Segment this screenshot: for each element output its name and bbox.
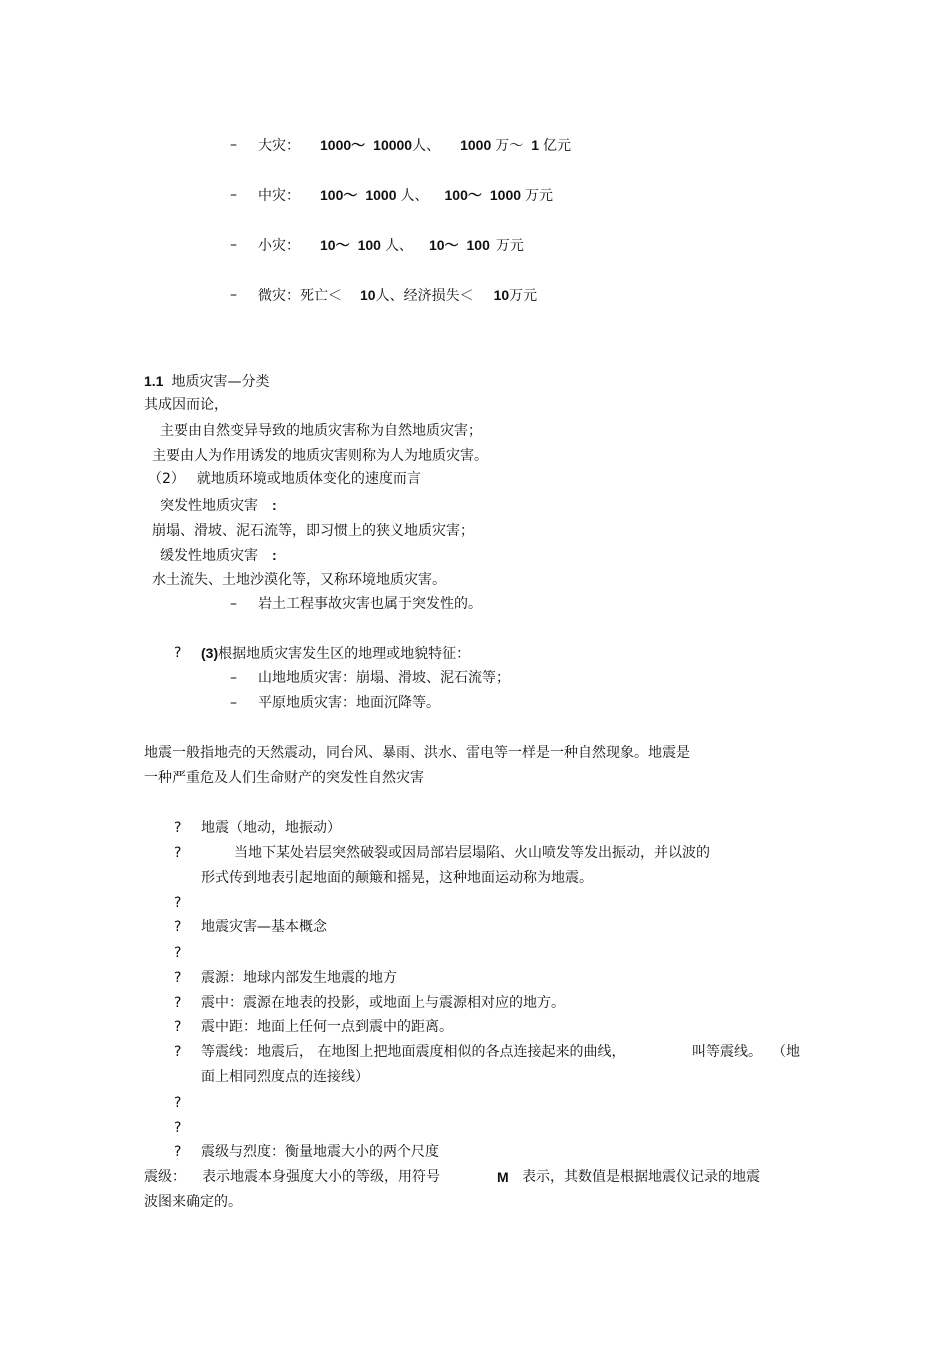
scale-text: 万元 (509, 288, 538, 304)
bullet-mark: ? (174, 1144, 182, 1160)
bullet-mark: ? (174, 645, 182, 661)
quake-def-line1: 当地下某处岩层突然破裂或因局部岩层塌陷、火山喷发等发出振动，并以波的 (234, 845, 710, 861)
scale-value: 10 (360, 287, 376, 303)
bullet-mark: ? (174, 919, 182, 935)
speed-number: （2） (148, 471, 185, 487)
scale-text: 人、经济损失＜ (375, 288, 474, 304)
scale-text: 万元 (525, 188, 554, 204)
isoseismal-paren: （地 (772, 1044, 800, 1060)
slow-label: 缓发性地质灾害 (160, 548, 258, 564)
concept-heading: 地震灾害—基本概念 (201, 919, 327, 935)
quake-def-line2: 形式传到地表引起地面的颠簸和摇晃，这种地面运动称为地震。 (201, 870, 593, 886)
slow-heading (160, 546, 277, 565)
geo-heading (201, 644, 470, 663)
sudden-desc: 崩塌、滑坡、泥石流等，即习惯上的狭义地质灾害； (152, 523, 474, 539)
isoseismal-term: 叫等震线。 (692, 1044, 762, 1060)
magnitude-symbol: M (497, 1169, 509, 1185)
bullet-mark: ? (174, 895, 182, 911)
list-dash: – (230, 596, 237, 612)
quake-para-line1: 地震一般指地壳的天然震动，同台风、暴雨、洪水、雷电等一样是一种自然现象。地震是 (144, 745, 690, 761)
sudden-heading (160, 496, 277, 515)
slow-desc: 水土流失、土地沙漠化等，又称环境地质灾害。 (152, 572, 446, 588)
scale-label: 大灾： (258, 138, 300, 154)
bullet-mark: ? (174, 1120, 182, 1136)
quake-para-line2: 一种严重危及人们生命财产的突发性自然灾害 (144, 770, 424, 786)
scale-text: 人、 (412, 138, 441, 154)
magnitude-def-b: 表示，其数值是根据地震仪记录的地震 (522, 1169, 760, 1185)
scale-text: 人、 (384, 238, 413, 254)
scale-value: 10～ (320, 237, 350, 253)
scale-label: 微灾：死亡＜ (258, 288, 342, 304)
bullet-mark: ? (174, 995, 182, 1011)
human-disaster-text: 主要由人为作用诱发的地质灾害则称为人为地质灾害。 (152, 448, 488, 464)
scale-value: 100～ (320, 187, 358, 203)
distance-text: 震中距：地面上任何一点到震中的距离。 (201, 1019, 453, 1035)
source-text: 震源：地球内部发生地震的地方 (201, 970, 397, 986)
scale-value: 100 (466, 237, 490, 253)
isoseismal-line2: 面上相同烈度点的连接线） (201, 1069, 369, 1085)
scale-value: 10 (493, 287, 510, 303)
magnitude-label: 震级： (144, 1169, 186, 1185)
geo-text: 根据地质灾害发生区的地理或地貌特征： (218, 646, 471, 662)
scale-label: 中灾： (258, 188, 300, 204)
magnitude-intensity-text: 震级与烈度：衡量地震大小的两个尺度 (201, 1144, 439, 1160)
scale-value: 100 (357, 237, 381, 253)
section-number: 1.1 (144, 373, 164, 389)
speed-heading (148, 470, 421, 488)
scale-micro (258, 286, 537, 305)
scale-value: 100～ (444, 187, 482, 203)
colon: : (272, 547, 277, 563)
list-dash: – (230, 187, 237, 203)
magnitude-def-a: 表示地震本身强度大小的等级，用符号 (202, 1169, 440, 1185)
colon: : (272, 497, 277, 513)
scale-text: 万元 (495, 238, 524, 254)
list-dash: – (230, 695, 237, 711)
quake-title: 地震（地动，地振动） (201, 820, 341, 836)
speed-text: 就地质环境或地质体变化的速度而言 (196, 471, 421, 487)
scale-value: 1000 (460, 137, 492, 153)
scale-label: 小灾： (258, 238, 300, 254)
bullet-mark: ? (174, 845, 182, 861)
bullet-mark: ? (174, 1019, 182, 1035)
sudden-label: 突发性地质灾害 (160, 498, 258, 514)
mountain-text: 山地地质灾害：崩塌、滑坡、泥石流等； (258, 670, 510, 686)
scale-value: 1000 (365, 187, 397, 203)
scale-value: 1000～ (320, 137, 366, 153)
magnitude-def-c: 波图来确定的。 (144, 1194, 242, 1210)
scale-value: 10000 (373, 137, 413, 153)
scale-value: 1 (531, 137, 540, 153)
engineering-text: 岩土工程事故灾害也属于突发性的。 (258, 596, 482, 612)
bullet-mark: ? (174, 945, 182, 961)
list-dash: – (230, 670, 237, 686)
natural-disaster-text: 主要由自然变异导致的地质灾害称为自然地质灾害； (160, 423, 482, 439)
scale-small (258, 236, 524, 255)
epicenter-text: 震中：震源在地表的投影，或地面上与震源相对应的地方。 (201, 995, 565, 1011)
list-dash: – (230, 287, 237, 303)
isoseismal-line1: 等震线：地震后， 在地图上把地面震度相似的各点连接起来的曲线， (201, 1044, 626, 1060)
cause-intro: 其成因而论， (144, 397, 228, 413)
bullet-mark: ? (174, 820, 182, 836)
bullet-mark: ? (174, 1095, 182, 1111)
plain-text: 平原地质灾害：地面沉降等。 (258, 695, 440, 711)
scale-text: 人、 (400, 188, 429, 204)
scale-mid (258, 186, 553, 205)
section-title: 地质灾害—分类 (171, 374, 270, 390)
list-dash: – (230, 237, 237, 253)
list-dash: – (230, 137, 237, 153)
bullet-mark: ? (174, 970, 182, 986)
section-heading (144, 372, 269, 391)
scale-value: 10～ (428, 237, 459, 253)
bullet-mark: ? (174, 1044, 182, 1060)
scale-value: 1000 (489, 187, 522, 203)
scale-text: 万～ (495, 138, 524, 154)
geo-number: (3) (201, 645, 219, 661)
scale-big (258, 136, 571, 155)
scale-text: 亿元 (543, 138, 572, 154)
